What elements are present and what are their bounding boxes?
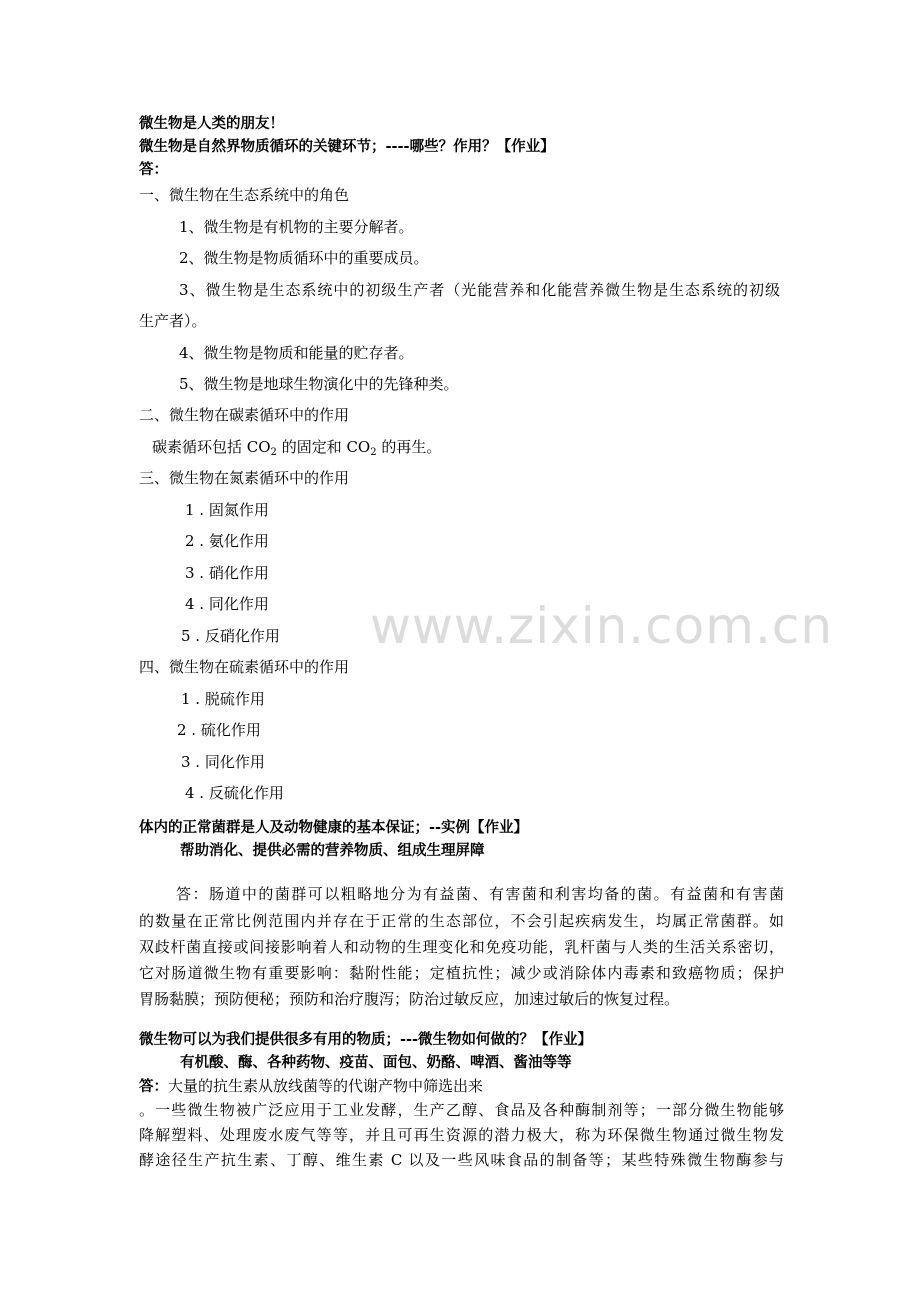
section-title: 二、微生物在碳素循环中的作用: [139, 406, 350, 424]
heading-useful-substances-sub: 有机酸、酶、各种药物、疫苗、面包、奶酪、啤酒、酱油等等: [180, 1055, 572, 1071]
carbon-cycle-text: 碳素循环包括 $CO_2$ 的固定和 $CO_2$ 的再生。: [152, 438, 442, 458]
list-item: 3 . 同化作用: [181, 753, 265, 771]
paragraph-line: 的数量在正常比例范围内并存在于正常的生态部位，不会引起疾病发生，均属正常菌群。如: [139, 912, 784, 930]
paragraph-line: 双歧杆菌直接或间接影响着人和动物的生理变化和免疫功能，乳杆菌与人类的生活关系密切，: [139, 938, 784, 956]
list-item: 1 . 固氮作用: [185, 501, 269, 519]
paragraph-line: 降解塑料、处理废水废气等等，并且可再生资源的潜力极大，称为环保微生物通过微生物发: [139, 1126, 784, 1144]
paragraph-line: 。一些微生物被广泛应用于工业发酵，生产乙醇、食品及各种酶制剂等；一部分微生物能够: [139, 1101, 784, 1119]
section-title: 一、微生物在生态系统中的角色: [139, 186, 350, 204]
paragraph-line: 胃肠黏膜；预防便秘；预防和治疗腹泻；防治过敏反应，加速过敏后的恢复过程。: [139, 990, 680, 1008]
answer-line: 答：大量的抗生素从放线菌等的代谢产物中筛选出来: [139, 1077, 484, 1095]
paragraph-line: 答：肠道中的菌群可以粗略地分为有益菌、有害菌和利害均备的菌。有益菌和有害菌: [176, 885, 784, 903]
list-item: 4 . 反硫化作用: [185, 784, 284, 802]
heading-normal-flora: 体内的正常菌群是人及动物健康的基本保证；--实例【作业】: [139, 820, 529, 836]
section-title: 三、微生物在氮素循环中的作用: [139, 469, 350, 487]
watermark: www.zixin.com.cn: [370, 597, 834, 655]
answer-label: 答：: [139, 1079, 168, 1095]
list-item: 5、微生物是地球生物演化中的先锋种类。: [179, 375, 459, 393]
list-item: 4 . 同化作用: [185, 595, 269, 613]
list-item: 2 . 硫化作用: [177, 721, 261, 739]
heading-microbes-friends: 微生物是人类的朋友！: [139, 116, 284, 132]
heading-material-cycle: 微生物是自然界物质循环的关键环节；----哪些？作用？【作业】: [139, 139, 555, 155]
list-item-continuation: 生产者）。: [139, 312, 207, 330]
heading-normal-flora-sub: 帮助消化、提供必需的营养物质、组成生理屏障: [180, 843, 485, 859]
list-item: 5 . 反硝化作用: [181, 627, 280, 645]
list-item: 1 . 脱硫作用: [181, 690, 265, 708]
list-item: 3 . 硝化作用: [185, 564, 269, 582]
heading-useful-substances: 微生物可以为我们提供很多有用的物质；---微生物如何做的？【作业】: [139, 1032, 593, 1048]
section-title: 四、微生物在硫素循环中的作用: [139, 658, 350, 676]
paragraph-line: 酵途径生产抗生素、丁醇、维生素 C 以及一些风味食品的制备等；某些特殊微生物酶参与: [139, 1151, 784, 1169]
list-item: 2、微生物是物质循环中的重要成员。: [179, 249, 429, 267]
list-item: 4、微生物是物质和能量的贮存者。: [179, 344, 414, 362]
paragraph-line: 它对肠道微生物有重要影响：黏附性能；定植抗性；减少或消除体内毒素和致癌物质；保护: [139, 964, 784, 982]
list-item: 2 . 氨化作用: [185, 532, 269, 550]
list-item: 3、微生物是生态系统中的初级生产者（光能营养和化能营养微生物是生态系统的初级: [179, 281, 780, 299]
answer-label: 答：: [139, 162, 168, 178]
list-item: 1、微生物是有机物的主要分解者。: [179, 218, 414, 236]
